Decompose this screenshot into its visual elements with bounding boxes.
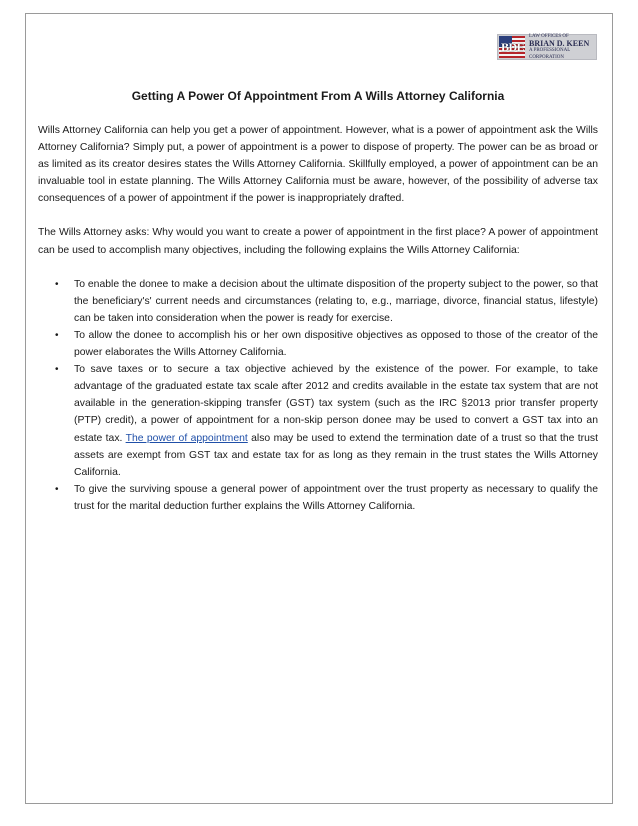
intro-paragraph: Wills Attorney California can help you get a power of appointment. However, what is a power of appointment ask the Wills Attorney California? Simply put, a power of appointment is a power to dispose of property. The power can be as broad or as limited as its creator desires states the Wills Attorney California. Skillfully employed, a power of appointment can be an invaluable tool in estate planning. The Wills Attorney California must be aware, however, of the possibility of adverse tax consequences of a power of appointment if the power is inappropriately drafted. (38, 125, 598, 205)
logo-line-3: A PROFESSIONAL CORPORATION (528, 48, 571, 60)
objectives-paragraph: The Wills Attorney asks: Why would you want to create a power of appointment in the first place? A power of appointment can be used to accomplish many objectives, including the following explains the Wills Attorney California: (38, 227, 598, 256)
document-title: Getting A Power Of Appointment From A Wills Attorney California (131, 89, 505, 103)
document-body (38, 122, 598, 515)
bullet-icon: • (55, 364, 59, 376)
flag-emblem-icon (499, 36, 525, 58)
bullet-icon: • (55, 329, 59, 341)
list-item-text: To allow the donee to accomplish his or her own dispositive objectives as opposed to those of the creator of the power elaborates the Wills Attorney California. (74, 329, 598, 359)
list-item-text-part-2: also may be used to extend the termination date of a trust so that the trust assets are exempt from GST tax and estate tax for as long as they remain in the trust states the Wills Attorney California. (74, 432, 598, 478)
law-office-logo (497, 34, 597, 60)
logo-text (529, 33, 596, 61)
list-item (38, 361, 598, 481)
bullet-icon: • (55, 483, 59, 495)
power-of-appointment-link[interactable]: The power of appointment (125, 432, 248, 444)
list-item (38, 481, 598, 515)
bullet-icon: • (55, 278, 59, 290)
list-item (38, 327, 598, 361)
list-item-text: To enable the donee to make a decision about the ultimate disposition of the property subject to the power, so that the beneficiary's' current needs and circumstances (relating to, e.g., marriage, divorce, financial status, lifestyle) can be taken into consideration when the power is ready for exercise. (74, 278, 598, 324)
list-item-text-part-1: To save taxes or to secure a tax objective achieved by the existence of the power. For example, to take advantage of the graduated estate tax scale after 2012 and credits available in the estate tax system that are not available in the generation-skipping transfer (GST) tax system (such as the IRC §2013 prior transfer property (PTP) credit), a power of appointment for a non-skip person donee may be used to convert a GST tax into an estate tax. (74, 364, 598, 444)
logo-line-2: BRIAN D. KEEN (528, 39, 590, 48)
logo-line-1: LAW OFFICES OF (528, 34, 569, 39)
logo-monogram: BDE (501, 40, 525, 54)
list-item (38, 276, 598, 327)
list-item-text: To give the surviving spouse a general power of appointment over the trust property as necessary to qualify the trust for the marital deduction further explains the Wills Attorney California. (74, 483, 598, 512)
objectives-list (38, 276, 598, 515)
